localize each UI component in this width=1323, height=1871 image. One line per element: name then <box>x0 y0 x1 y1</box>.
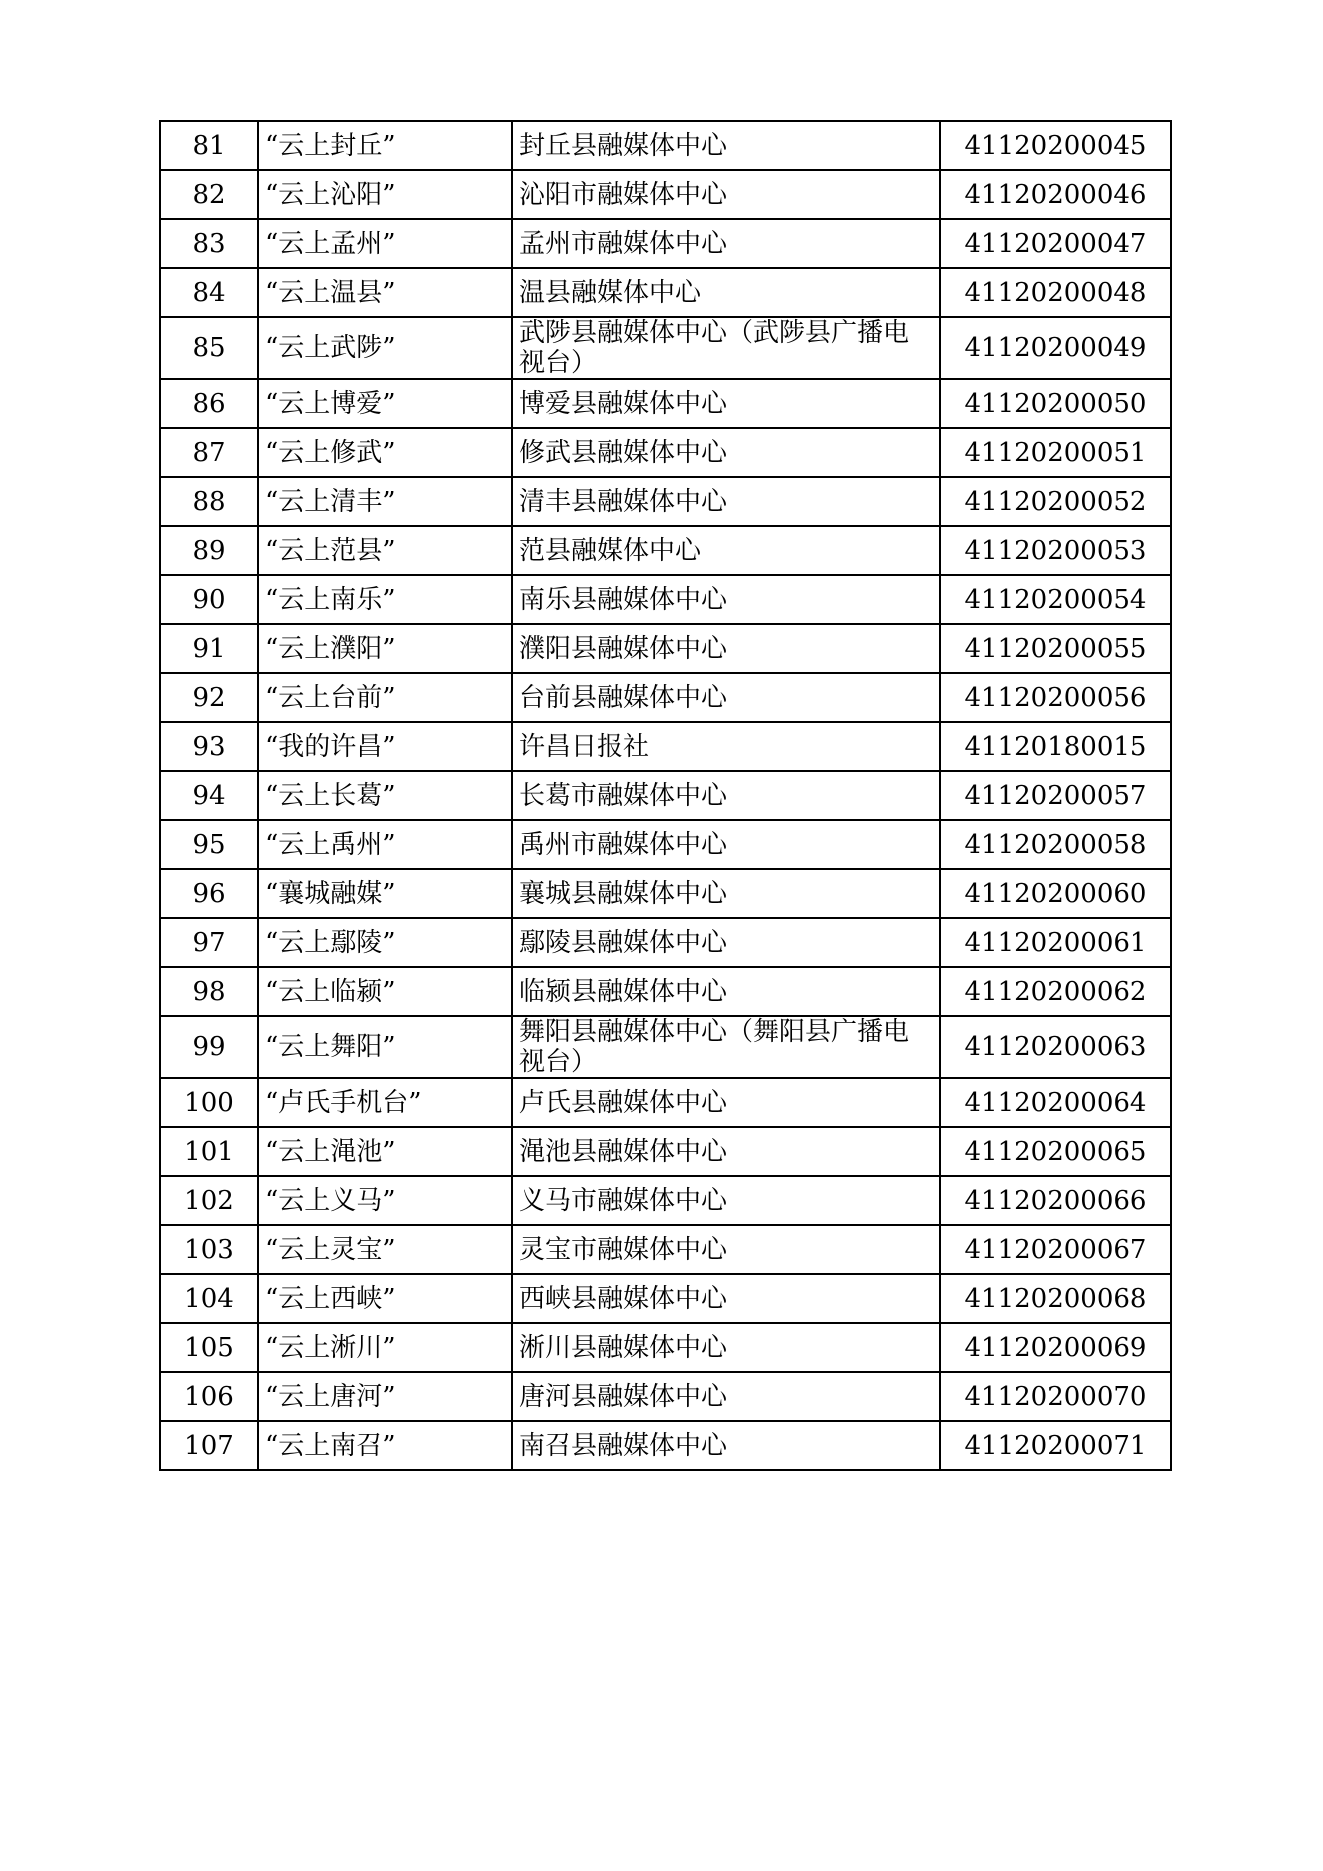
operator-unit-cell: 灵宝市融媒体中心 <box>512 1225 940 1274</box>
row-number-cell: 90 <box>160 575 258 624</box>
operator-unit-cell: 襄城县融媒体中心 <box>512 869 940 918</box>
table-row <box>160 219 1171 268</box>
table-row <box>160 379 1171 428</box>
table-row <box>160 967 1171 1016</box>
registration-code-cell: 41120200054 <box>940 575 1171 624</box>
table-row <box>160 722 1171 771</box>
app-name-cell: “云上沁阳” <box>258 170 512 219</box>
registration-code-cell: 41120200048 <box>940 268 1171 317</box>
registration-code-cell: 41120200067 <box>940 1225 1171 1274</box>
operator-unit-cell: 武陟县融媒体中心（武陟县广播电视台） <box>512 317 940 379</box>
registration-code-cell: 41120200057 <box>940 771 1171 820</box>
app-name-cell: “云上义马” <box>258 1176 512 1225</box>
registration-code-cell: 41120200062 <box>940 967 1171 1016</box>
row-number-cell: 86 <box>160 379 258 428</box>
operator-unit-cell: 西峡县融媒体中心 <box>512 1274 940 1323</box>
app-name-cell: “云上清丰” <box>258 477 512 526</box>
app-name-cell: “云上封丘” <box>258 121 512 170</box>
app-name-cell: “云上范县” <box>258 526 512 575</box>
app-name-cell: “云上南乐” <box>258 575 512 624</box>
registration-code-cell: 41120200065 <box>940 1127 1171 1176</box>
row-number-cell: 91 <box>160 624 258 673</box>
app-name-cell: “云上博爱” <box>258 379 512 428</box>
table-row <box>160 1274 1171 1323</box>
operator-unit-cell: 孟州市融媒体中心 <box>512 219 940 268</box>
registration-code-cell: 41120200068 <box>940 1274 1171 1323</box>
registration-code-cell: 41120200050 <box>940 379 1171 428</box>
operator-unit-cell: 南召县融媒体中心 <box>512 1421 940 1470</box>
app-name-cell: “云上孟州” <box>258 219 512 268</box>
app-name-cell: “云上禹州” <box>258 820 512 869</box>
table-row <box>160 121 1171 170</box>
table-row <box>160 1016 1171 1078</box>
row-number-cell: 92 <box>160 673 258 722</box>
app-name-cell: “云上南召” <box>258 1421 512 1470</box>
table-row <box>160 170 1171 219</box>
registry-table <box>159 120 1172 1471</box>
table-row <box>160 918 1171 967</box>
app-name-cell: “云上修武” <box>258 428 512 477</box>
table-row <box>160 1127 1171 1176</box>
row-number-cell: 107 <box>160 1421 258 1470</box>
row-number-cell: 101 <box>160 1127 258 1176</box>
row-number-cell: 95 <box>160 820 258 869</box>
registration-code-cell: 41120200049 <box>940 317 1171 379</box>
app-name-cell: “云上濮阳” <box>258 624 512 673</box>
operator-unit-cell: 许昌日报社 <box>512 722 940 771</box>
registration-code-cell: 41120200058 <box>940 820 1171 869</box>
registration-code-cell: 41120200063 <box>940 1016 1171 1078</box>
row-number-cell: 96 <box>160 869 258 918</box>
app-name-cell: “云上台前” <box>258 673 512 722</box>
row-number-cell: 98 <box>160 967 258 1016</box>
row-number-cell: 103 <box>160 1225 258 1274</box>
registration-code-cell: 41120200056 <box>940 673 1171 722</box>
operator-unit-cell: 台前县融媒体中心 <box>512 673 940 722</box>
app-name-cell: “云上唐河” <box>258 1372 512 1421</box>
table-row <box>160 869 1171 918</box>
operator-unit-cell: 卢氏县融媒体中心 <box>512 1078 940 1127</box>
table-row <box>160 1421 1171 1470</box>
operator-unit-cell: 舞阳县融媒体中心（舞阳县广播电视台） <box>512 1016 940 1078</box>
operator-unit-cell: 长葛市融媒体中心 <box>512 771 940 820</box>
app-name-cell: “我的许昌” <box>258 722 512 771</box>
row-number-cell: 88 <box>160 477 258 526</box>
row-number-cell: 102 <box>160 1176 258 1225</box>
registration-code-cell: 41120200052 <box>940 477 1171 526</box>
app-name-cell: “云上鄢陵” <box>258 918 512 967</box>
app-name-cell: “云上长葛” <box>258 771 512 820</box>
operator-unit-cell: 博爱县融媒体中心 <box>512 379 940 428</box>
app-name-cell: “云上淅川” <box>258 1323 512 1372</box>
app-name-cell: “云上西峡” <box>258 1274 512 1323</box>
table-row <box>160 820 1171 869</box>
table-row <box>160 1323 1171 1372</box>
operator-unit-cell: 修武县融媒体中心 <box>512 428 940 477</box>
registration-code-cell: 41120200066 <box>940 1176 1171 1225</box>
registration-code-cell: 41120200053 <box>940 526 1171 575</box>
app-name-cell: “卢氏手机台” <box>258 1078 512 1127</box>
row-number-cell: 106 <box>160 1372 258 1421</box>
registration-code-cell: 41120200064 <box>940 1078 1171 1127</box>
row-number-cell: 93 <box>160 722 258 771</box>
operator-unit-cell: 濮阳县融媒体中心 <box>512 624 940 673</box>
registration-code-cell: 41120200060 <box>940 869 1171 918</box>
row-number-cell: 83 <box>160 219 258 268</box>
row-number-cell: 105 <box>160 1323 258 1372</box>
app-name-cell: “云上温县” <box>258 268 512 317</box>
operator-unit-cell: 沁阳市融媒体中心 <box>512 170 940 219</box>
registration-code-cell: 41120200070 <box>940 1372 1171 1421</box>
registration-code-cell: 41120200061 <box>940 918 1171 967</box>
row-number-cell: 97 <box>160 918 258 967</box>
table-row <box>160 575 1171 624</box>
operator-unit-cell: 南乐县融媒体中心 <box>512 575 940 624</box>
table-row <box>160 1372 1171 1421</box>
registration-code-cell: 41120180015 <box>940 722 1171 771</box>
registration-code-cell: 41120200045 <box>940 121 1171 170</box>
operator-unit-cell: 渑池县融媒体中心 <box>512 1127 940 1176</box>
app-name-cell: “云上灵宝” <box>258 1225 512 1274</box>
operator-unit-cell: 义马市融媒体中心 <box>512 1176 940 1225</box>
app-name-cell: “襄城融媒” <box>258 869 512 918</box>
operator-unit-cell: 封丘县融媒体中心 <box>512 121 940 170</box>
row-number-cell: 89 <box>160 526 258 575</box>
registration-code-cell: 41120200071 <box>940 1421 1171 1470</box>
row-number-cell: 94 <box>160 771 258 820</box>
operator-unit-cell: 温县融媒体中心 <box>512 268 940 317</box>
row-number-cell: 99 <box>160 1016 258 1078</box>
table-row <box>160 268 1171 317</box>
table-row <box>160 1225 1171 1274</box>
app-name-cell: “云上临颍” <box>258 967 512 1016</box>
table-row <box>160 317 1171 379</box>
registration-code-cell: 41120200047 <box>940 219 1171 268</box>
table-row <box>160 673 1171 722</box>
table-row <box>160 1176 1171 1225</box>
operator-unit-cell: 鄢陵县融媒体中心 <box>512 918 940 967</box>
row-number-cell: 104 <box>160 1274 258 1323</box>
operator-unit-cell: 唐河县融媒体中心 <box>512 1372 940 1421</box>
registration-code-cell: 41120200046 <box>940 170 1171 219</box>
row-number-cell: 82 <box>160 170 258 219</box>
registration-code-cell: 41120200069 <box>940 1323 1171 1372</box>
app-name-cell: “云上舞阳” <box>258 1016 512 1078</box>
row-number-cell: 84 <box>160 268 258 317</box>
operator-unit-cell: 临颍县融媒体中心 <box>512 967 940 1016</box>
registration-code-cell: 41120200055 <box>940 624 1171 673</box>
row-number-cell: 87 <box>160 428 258 477</box>
table-row <box>160 1078 1171 1127</box>
operator-unit-cell: 范县融媒体中心 <box>512 526 940 575</box>
app-name-cell: “云上武陟” <box>258 317 512 379</box>
table-row <box>160 428 1171 477</box>
registration-code-cell: 41120200051 <box>940 428 1171 477</box>
app-name-cell: “云上渑池” <box>258 1127 512 1176</box>
table-row <box>160 771 1171 820</box>
table-row <box>160 477 1171 526</box>
row-number-cell: 85 <box>160 317 258 379</box>
table-row <box>160 624 1171 673</box>
operator-unit-cell: 禹州市融媒体中心 <box>512 820 940 869</box>
registry-table-body <box>160 121 1171 1470</box>
table-row <box>160 526 1171 575</box>
operator-unit-cell: 淅川县融媒体中心 <box>512 1323 940 1372</box>
row-number-cell: 100 <box>160 1078 258 1127</box>
row-number-cell: 81 <box>160 121 258 170</box>
operator-unit-cell: 清丰县融媒体中心 <box>512 477 940 526</box>
